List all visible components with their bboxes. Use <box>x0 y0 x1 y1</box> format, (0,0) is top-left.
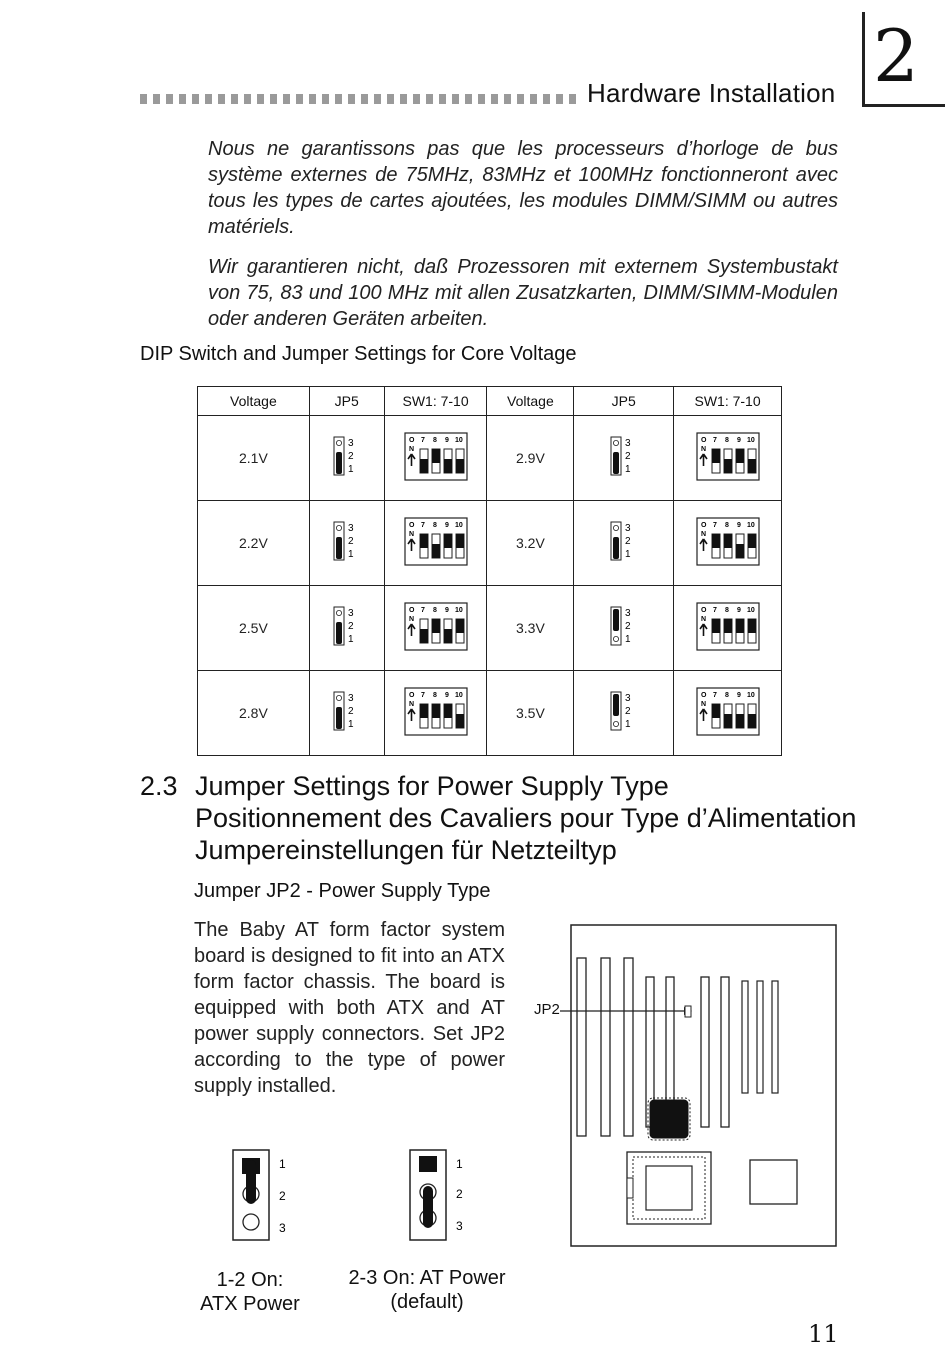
jp5-jumper-diagram <box>332 520 362 564</box>
table-row <box>198 671 782 756</box>
sw1-switch-number: 7 <box>712 691 717 699</box>
sw1-on-label-n: N <box>700 700 706 708</box>
sw1-switch-knob <box>444 534 452 548</box>
sw1-on-label-n: N <box>408 530 414 538</box>
header-voltage-right: Voltage <box>487 387 574 416</box>
voltage-value: 2.9V <box>516 450 545 466</box>
jp5-cell <box>574 501 674 586</box>
sw1-switch-knob <box>748 714 756 728</box>
voltage-value: 2.1V <box>238 450 268 466</box>
jp5-cap <box>613 537 619 559</box>
sw1-on-label-o: O <box>700 691 706 699</box>
sw1-switch-knob <box>420 704 428 718</box>
jp5-cap <box>613 452 619 474</box>
jp5-pin-label: 2 <box>624 450 631 462</box>
jp5-jumper-diagram <box>332 605 362 649</box>
jp5-pin-label: 2 <box>624 535 631 547</box>
sw1-switch-number: 8 <box>724 436 729 444</box>
sw1-switch-number: 7 <box>420 691 425 699</box>
sw1-on-label-o: O <box>408 436 414 444</box>
jp5-jumper-diagram <box>609 520 639 564</box>
sw1-switch-knob <box>724 619 732 633</box>
jp5-cell <box>309 671 384 756</box>
sw1-switch-knob <box>712 619 720 633</box>
voltage-value: 3.3V <box>516 620 545 636</box>
sw1-switch-knob <box>420 459 428 473</box>
header-jp5-right: JP5 <box>574 387 674 416</box>
cpu-socket-lever <box>627 1178 633 1198</box>
sw1-switch-number: 9 <box>736 606 741 614</box>
sw1-dip-switch-diagram <box>696 432 760 482</box>
sw1-switch-knob <box>724 459 732 473</box>
dip-switch-heading: DIP Switch and Jumper Settings for Core Voltage <box>140 343 577 365</box>
jp5-pin <box>613 721 618 726</box>
sw1-switch-knob <box>712 534 720 548</box>
jp5-jumper-diagram <box>332 690 362 734</box>
voltage-cell <box>198 586 310 671</box>
jp5-pin-label: 1 <box>347 718 354 730</box>
jp5-cell <box>574 416 674 501</box>
sw1-switch-number: 7 <box>420 436 425 444</box>
sw1-switch-number: 7 <box>712 606 717 614</box>
page-number: 11 <box>808 1320 839 1348</box>
sw1-switch-number: 7 <box>420 606 425 614</box>
jp5-pin-label: 1 <box>347 633 354 645</box>
sw1-on-label-o: O <box>408 691 414 699</box>
sw1-switch-knob <box>432 449 440 463</box>
header-sw1-left: SW1: 7-10 <box>384 387 487 416</box>
caption-at-line1: 2-3 On: AT Power <box>348 1267 506 1289</box>
sw1-switch-number: 8 <box>432 436 437 444</box>
voltage-value: 3.2V <box>516 535 545 551</box>
paragraph-french: Nous ne garantissons pas que les processeurs d’horloge de bus système externes de 75MHz, 83MHz et 100MHz fonctionneront avec tous les types de cartes ajoutées, les modules DIMM/SIMM ou autres matériels. <box>208 138 838 238</box>
sw1-switch-knob <box>444 629 452 643</box>
sw1-on-label-n: N <box>700 615 706 623</box>
chapter-number: 2 <box>873 14 919 98</box>
sw1-on-label-n: N <box>408 445 414 453</box>
jp5-pin-label: 3 <box>624 522 631 534</box>
sw1-switch-number: 9 <box>444 521 449 529</box>
sw1-on-label-o: O <box>408 606 414 614</box>
jp2-subtitle: Jumper JP2 - Power Supply Type <box>194 880 491 902</box>
jp5-cap <box>613 694 619 716</box>
header-jp5-left: JP5 <box>309 387 384 416</box>
jumper-at-pin1 <box>419 1156 437 1172</box>
sw1-switch-knob <box>748 619 756 633</box>
chipset-chip <box>650 1100 688 1138</box>
sw1-switch-number: 9 <box>444 691 449 699</box>
jp5-pin-label: 2 <box>347 620 354 632</box>
sw1-on-label-n: N <box>408 700 414 708</box>
jumper-atx-pin3 <box>243 1214 259 1230</box>
jp5-pin <box>336 525 341 530</box>
jp5-pin <box>613 440 618 445</box>
voltage-cell <box>198 416 310 501</box>
sw1-switch-knob <box>456 619 464 633</box>
jp5-pin-label: 1 <box>624 633 631 645</box>
paragraph-german: Wir garantieren nicht, daß Prozessoren mit externem Systembustakt von 75, 83 und 100 MHz mit allen Zusatzkarten, DIMM/SIMM-Modulen oder anderen Geräten arbeiten. <box>208 256 838 330</box>
jp5-cap <box>336 537 342 559</box>
header-section-title: Hardware Installation <box>587 78 836 108</box>
jp5-cell <box>309 586 384 671</box>
sw1-switch-number: 8 <box>724 606 729 614</box>
slot-dimm-2 <box>757 981 763 1093</box>
jp2-description: The Baby AT form factor system board is designed to fit into an ATX form factor chassis. The board is equipped with both ATX and AT power supply connectors. Set JP2 according to the type of power supply installed. <box>194 919 505 1097</box>
jp5-pin-label: 2 <box>347 450 354 462</box>
jumper-at-label-1: 1 <box>456 1157 463 1171</box>
sw1-dip-switch-diagram <box>404 432 468 482</box>
sw1-switch-knob <box>748 459 756 473</box>
sw1-switch-number: 9 <box>444 436 449 444</box>
voltage-cell <box>487 416 574 501</box>
slot-dimm-1 <box>742 981 748 1093</box>
sw1-switch-number: 10 <box>454 691 463 699</box>
jp5-pin-label: 3 <box>624 607 631 619</box>
sw1-switch-number: 9 <box>736 521 741 529</box>
power-connector <box>750 1160 797 1204</box>
jp2-header <box>685 1006 691 1017</box>
slot-pci-4 <box>721 977 729 1127</box>
sw1-switch-knob <box>712 449 720 463</box>
slot-isa-2 <box>601 958 610 1136</box>
board-jp2-label: JP2 <box>534 1001 560 1018</box>
voltage-value: 2.2V <box>238 535 268 551</box>
sw1-switch-knob <box>456 714 464 728</box>
sw1-switch-knob <box>432 704 440 718</box>
caption-atx-line1: 1-2 On: <box>216 1269 284 1291</box>
jp5-pin-label: 1 <box>624 718 631 730</box>
sw1-switch-number: 7 <box>712 521 717 529</box>
sw1-on-label-o: O <box>700 606 706 614</box>
sw1-switch-number: 9 <box>736 436 741 444</box>
jumper-atx-diagram <box>225 1146 305 1246</box>
sw1-on-label-o: O <box>700 436 706 444</box>
sw1-switch-knob <box>420 629 428 643</box>
sw1-switch-knob <box>456 534 464 548</box>
core-voltage-table <box>197 386 782 756</box>
section-title-fr: Positionnement des Cavaliers pour Type d’Alimentation <box>195 803 857 833</box>
jumper-atx-label-1: 1 <box>279 1157 286 1171</box>
voltage-value: 2.5V <box>238 620 268 636</box>
voltage-cell <box>487 586 574 671</box>
header-dot-rule <box>140 94 576 104</box>
sw1-on-label-o: O <box>700 521 706 529</box>
sw1-cell <box>384 671 487 756</box>
sw1-switch-number: 9 <box>444 606 449 614</box>
voltage-cell <box>487 501 574 586</box>
jp5-pin-label: 3 <box>347 522 354 534</box>
sw1-switch-number: 10 <box>454 521 463 529</box>
caption-atx-line2: ATX Power <box>200 1293 300 1315</box>
jp5-pin-label: 1 <box>624 463 631 475</box>
section-title-en: Jumper Settings for Power Supply Type <box>195 771 669 801</box>
jp5-pin <box>336 440 341 445</box>
sw1-switch-knob <box>444 704 452 718</box>
jp5-cell <box>574 671 674 756</box>
jp5-pin-label: 1 <box>347 463 354 475</box>
jp5-jumper-diagram <box>332 435 362 479</box>
jp5-pin-label: 3 <box>347 437 354 449</box>
jp5-pin <box>336 610 341 615</box>
sw1-cell <box>674 501 782 586</box>
voltage-value: 3.5V <box>516 705 545 721</box>
voltage-cell <box>198 501 310 586</box>
section-number: 2.3 <box>140 771 178 801</box>
jp5-jumper-diagram <box>609 435 639 479</box>
voltage-cell <box>487 671 574 756</box>
jp5-pin-label: 2 <box>347 705 354 717</box>
jp5-pin-label: 3 <box>624 692 631 704</box>
voltage-value: 2.8V <box>238 705 268 721</box>
sw1-switch-knob <box>432 619 440 633</box>
jp5-pin-label: 3 <box>624 437 631 449</box>
sw1-on-label-n: N <box>700 530 706 538</box>
caption-atx-power <box>190 1268 310 1316</box>
slot-dimm-3 <box>772 981 778 1093</box>
jp5-pin-label: 2 <box>624 705 631 717</box>
sw1-dip-switch-diagram <box>404 517 468 567</box>
jp5-cap <box>336 452 342 474</box>
jp5-jumper-diagram <box>609 690 639 734</box>
sw1-switch-knob <box>736 544 744 558</box>
sw1-switch-knob <box>736 714 744 728</box>
table-row <box>198 416 782 501</box>
sw1-switch-number: 10 <box>454 606 463 614</box>
table-row <box>198 586 782 671</box>
sw1-switch-number: 9 <box>736 691 741 699</box>
sw1-switch-knob <box>456 459 464 473</box>
jumper-at-label-2: 2 <box>456 1187 463 1201</box>
sw1-cell <box>384 501 487 586</box>
voltage-cell <box>198 671 310 756</box>
jp5-cap <box>336 707 342 729</box>
jumper-at-diagram <box>402 1146 482 1246</box>
sw1-switch-knob <box>712 704 720 718</box>
sw1-switch-number: 10 <box>746 606 755 614</box>
sw1-switch-number: 8 <box>724 521 729 529</box>
sw1-switch-number: 8 <box>432 691 437 699</box>
jp5-pin-label: 2 <box>347 535 354 547</box>
slot-isa-1 <box>577 958 586 1136</box>
sw1-cell <box>674 671 782 756</box>
caption-at-line2: (default) <box>390 1291 464 1313</box>
sw1-dip-switch-diagram <box>696 517 760 567</box>
section-title-de: Jumpereinstellungen für Netzteiltyp <box>195 835 617 865</box>
sw1-cell <box>674 586 782 671</box>
jp5-cell <box>574 586 674 671</box>
jp5-pin <box>613 525 618 530</box>
table-header-row <box>198 387 782 416</box>
jp5-pin-label: 3 <box>347 607 354 619</box>
sw1-switch-knob <box>748 534 756 548</box>
sw1-cell <box>674 416 782 501</box>
sw1-on-label-n: N <box>700 445 706 453</box>
jp5-pin-label: 1 <box>624 548 631 560</box>
sw1-switch-number: 8 <box>432 606 437 614</box>
jumper-at-label-3: 3 <box>456 1219 463 1233</box>
table-row <box>198 501 782 586</box>
jp5-pin-label: 3 <box>347 692 354 704</box>
sw1-dip-switch-diagram <box>404 687 468 737</box>
sw1-switch-number: 8 <box>432 521 437 529</box>
jumper-atx-cap <box>246 1160 256 1204</box>
jp5-pin <box>336 695 341 700</box>
sw1-dip-switch-diagram <box>404 602 468 652</box>
sw1-switch-knob <box>420 534 428 548</box>
sw1-switch-knob <box>736 619 744 633</box>
sw1-switch-number: 10 <box>746 436 755 444</box>
board-layout-diagram <box>560 920 850 1255</box>
sw1-switch-knob <box>724 534 732 548</box>
sw1-switch-number: 7 <box>420 521 425 529</box>
sw1-switch-knob <box>432 544 440 558</box>
sw1-switch-number: 8 <box>724 691 729 699</box>
jp5-pin <box>613 636 618 641</box>
slot-isa-3 <box>624 958 633 1136</box>
jp5-pin-label: 1 <box>347 548 354 560</box>
sw1-on-label-n: N <box>408 615 414 623</box>
sw1-switch-knob <box>444 459 452 473</box>
header-voltage-left: Voltage <box>198 387 310 416</box>
caption-at-power <box>336 1266 518 1314</box>
jp5-cell <box>309 416 384 501</box>
jp5-pin-label: 2 <box>624 620 631 632</box>
sw1-switch-number: 10 <box>746 691 755 699</box>
sw1-switch-knob <box>736 449 744 463</box>
header-sw1-right: SW1: 7-10 <box>674 387 782 416</box>
sw1-switch-knob <box>724 714 732 728</box>
slot-pci-3 <box>701 977 709 1127</box>
sw1-cell <box>384 586 487 671</box>
sw1-dip-switch-diagram <box>696 602 760 652</box>
jp5-cap <box>336 622 342 644</box>
cpu-socket-center <box>646 1166 692 1210</box>
jumper-atx-label-3: 3 <box>279 1221 286 1235</box>
jumper-atx-label-2: 2 <box>279 1189 286 1203</box>
jp5-cell <box>309 501 384 586</box>
sw1-on-label-o: O <box>408 521 414 529</box>
sw1-cell <box>384 416 487 501</box>
sw1-switch-number: 7 <box>712 436 717 444</box>
jp5-cap <box>613 609 619 631</box>
sw1-dip-switch-diagram <box>696 687 760 737</box>
jumper-at-cap <box>423 1186 433 1228</box>
sw1-switch-number: 10 <box>746 521 755 529</box>
sw1-switch-number: 10 <box>454 436 463 444</box>
jp5-jumper-diagram <box>609 605 639 649</box>
